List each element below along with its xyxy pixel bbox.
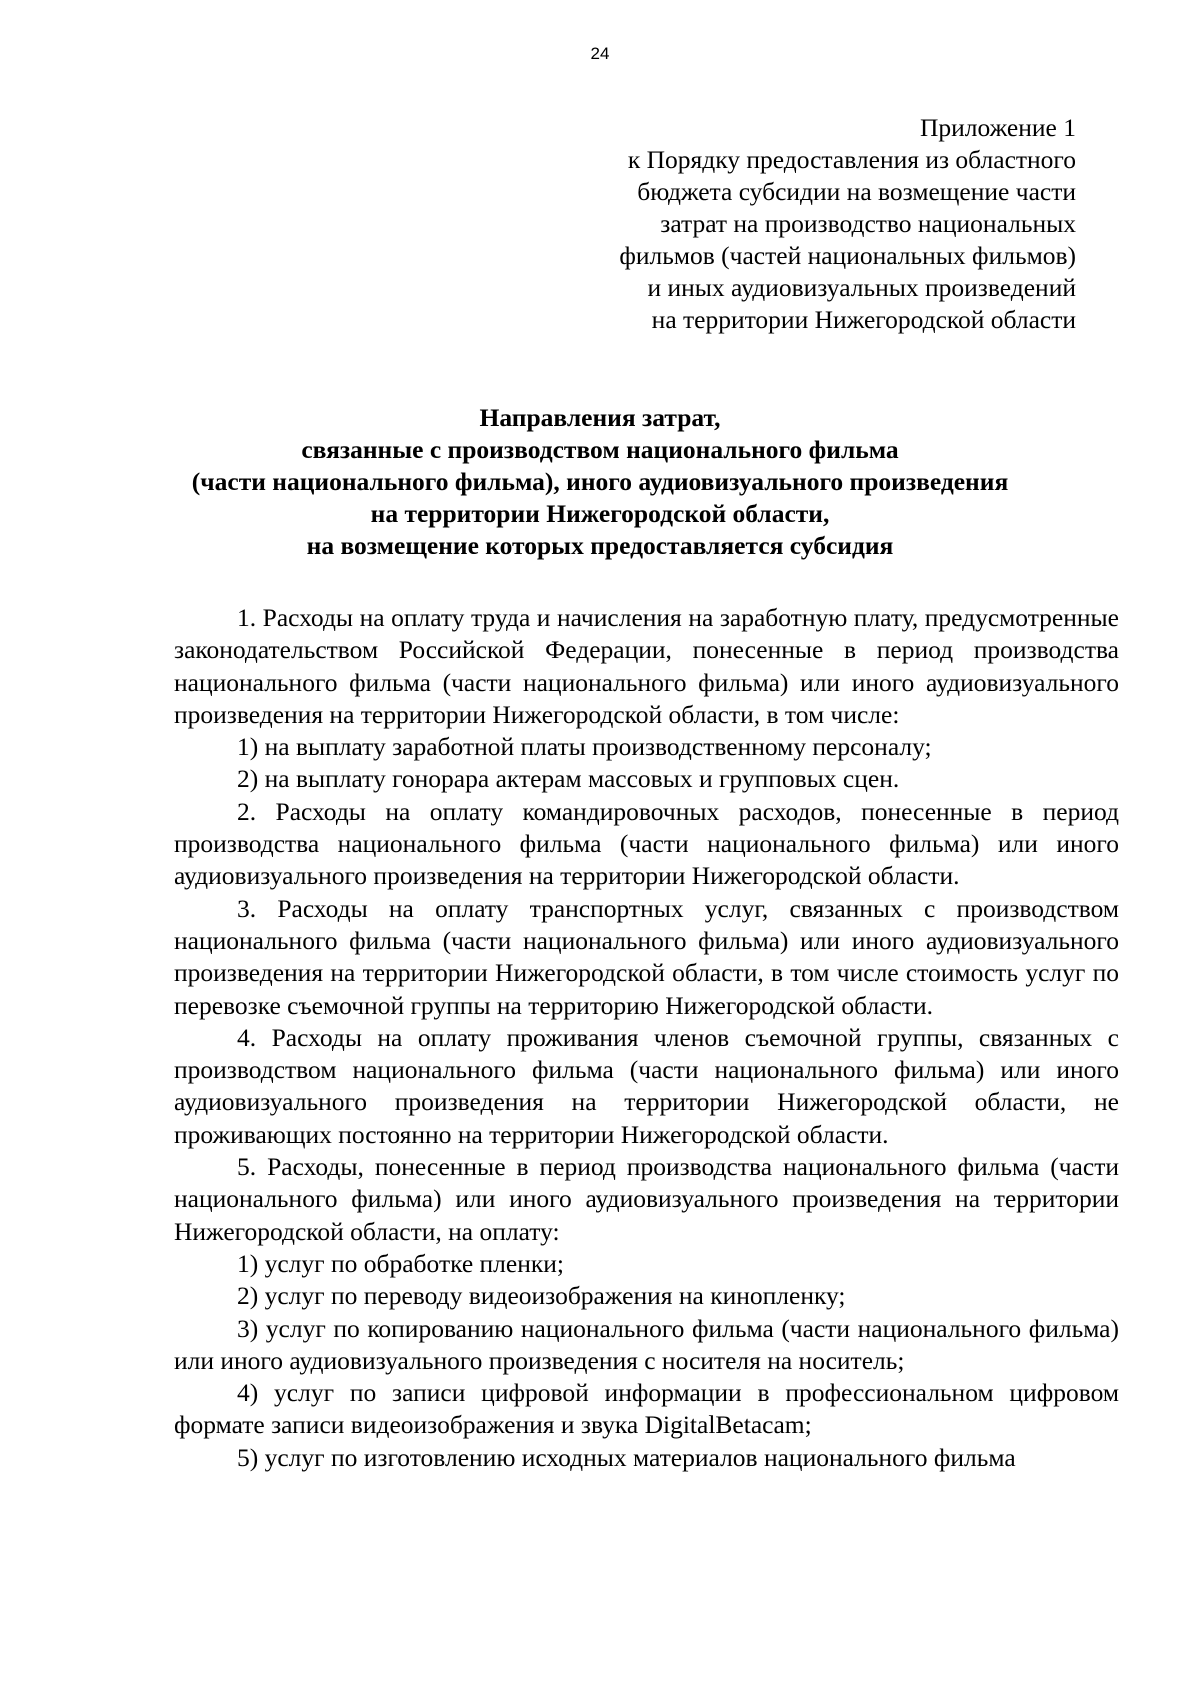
- paragraph: 1. Расходы на оплату труда и начисления на заработную плату, предусмотренные законодательством Российской Федерации, понесенные в период производства национального фильма (части национального фильма) или иного аудиовизуального произведения на территории Нижегородской области, в том числе:: [174, 603, 1119, 729]
- document-title: [0, 402, 1200, 562]
- appendix-line: фильмов (частей национальных фильмов): [619, 241, 1076, 270]
- paragraph: 1) услуг по обработке пленки;: [237, 1248, 564, 1278]
- appendix-line: и иных аудиовизуальных произведений: [647, 273, 1076, 302]
- paragraph: 3) услуг по копированию национального фильма (части национального фильма) или иного аудиовизуального произведения с носителя на носитель;: [174, 1313, 1119, 1375]
- paragraph: 1) на выплату заработной платы производственному персоналу;: [237, 732, 932, 762]
- paragraph: 3. Расходы на оплату транспортных услуг, связанных с производством национального фильма (части национального фильма) или иного аудиовизуального произведения на территории Нижегородской области, в том числе стоимость услуг по перевозке съемочной группы на территорию Нижегородской области.: [174, 893, 1119, 1020]
- paragraph: 5. Расходы, понесенные в период производства национального фильма (части национального фильма) или иного аудиовизуального произведения на территории Нижегородской области, на оплату:: [174, 1152, 1119, 1246]
- appendix-line: бюджета субсидии на возмещение части: [637, 177, 1076, 206]
- appendix-header: [476, 112, 1076, 336]
- title-line: на территории Нижегородской области,: [370, 499, 830, 528]
- paragraph: 5) услуг по изготовлению исходных материалов национального фильма: [237, 1442, 1016, 1472]
- paragraph: 2. Расходы на оплату командировочных расходов, понесенные в период производства национального фильма (части национального фильма) или иного аудиовизуального произведения на территории Нижегородской области.: [174, 796, 1119, 891]
- appendix-line: затрат на производство национальных: [660, 209, 1076, 238]
- paragraph: 4. Расходы на оплату проживания членов съемочной группы, связанных с производством национального фильма (части национального фильма) или иного аудиовизуального произведения на территории Нижегородской области, не проживающих постоянно на территории Нижегородской области.: [174, 1022, 1119, 1149]
- paragraph: 2) на выплату гонорара актерам массовых и групповых сцен.: [237, 764, 900, 794]
- appendix-line: Приложение 1: [920, 113, 1076, 142]
- page-number: 24: [590, 44, 610, 63]
- appendix-line: на территории Нижегородской области: [651, 305, 1076, 334]
- title-line: (части национального фильма), иного аудиовизуального произведения: [191, 467, 1009, 496]
- paragraph: 4) услуг по записи цифровой информации в профессиональном цифровом формате записи видеоизображения и звука DigitalBetacam;: [174, 1378, 1119, 1440]
- document-body: [174, 602, 1119, 1474]
- title-line: Направления затрат,: [479, 403, 721, 432]
- appendix-line: к Порядку предоставления из областного: [627, 145, 1076, 174]
- paragraph: 2) услуг по переводу видеоизображения на кинопленку;: [237, 1281, 846, 1311]
- title-line: на возмещение которых предоставляется субсидия: [306, 531, 894, 560]
- title-line: связанные с производством национального фильма: [301, 435, 899, 464]
